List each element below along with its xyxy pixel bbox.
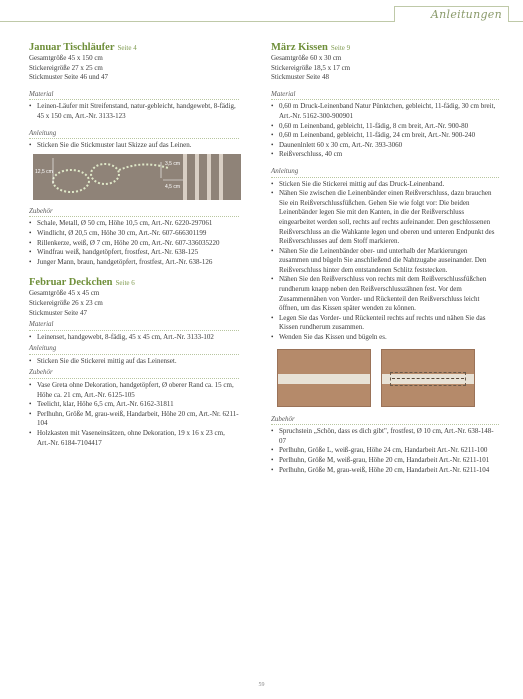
list-item: • Schale, Metall, Ø 50 cm, Höhe 10,5 cm, Art.-Nr. 6220-297061: [29, 219, 239, 229]
header-label: Anleitungen: [430, 8, 502, 21]
maerz-material-list: [271, 102, 499, 160]
divider: [29, 99, 239, 100]
januar-anleitung-heading: Anleitung: [29, 128, 57, 137]
divider: [271, 177, 499, 178]
list-item: • 0,60 m Leinenband, gebleicht, 11-fädig, 8 cm breit, Art.-Nr. 900-80: [271, 122, 499, 132]
januar-material-heading: Material: [29, 89, 54, 98]
divider: [29, 216, 239, 217]
zipper-diagram: [277, 349, 499, 407]
measure-label: 4,5 cm: [165, 183, 181, 190]
list-item: • Perlhuhn, Größe L, weiß-grau, Höhe 24 cm, Handarbeit Art.-Nr. 6211-100: [271, 446, 499, 456]
januar-line: Stickmuster Seite 46 und 47: [29, 73, 108, 82]
pillow-panel-zipper: [381, 349, 475, 407]
list-item: • Leinen-Läufer mit Streifenstand, natur-gebleicht, handgewebt, 8-fädig, 45 x 150 cm, Art.-Nr. 3133-123: [29, 102, 239, 121]
measure-label: 3,5 cm: [165, 160, 181, 167]
list-item: • Wenden Sie das Kissen und bügeln es.: [271, 333, 499, 343]
list-item: • Nähen Sie zwischen die Leinenbänder einen Reißverschluss, dazu brauchen Sie ein Reißverschlussfüßchen. Gehen Sie wie folgt vor: Die beiden Leinenbänder legen Sie mit den Kanten, in die der Reißverschluss eingearbeitet werden soll, rechts auf rechts aufeinander. Den geschlossenen Reißverschluss an die Wahkante legen und oberen und unteren Endpunkt des Reißverschlusses auf dem Stoff markieren.: [271, 189, 499, 247]
februar-material-list: [29, 333, 239, 343]
januar-line: Gesamtgröße 45 x 150 cm: [29, 54, 103, 62]
maerz-line: Stickereigröße 18,5 x 17 cm: [271, 63, 351, 72]
januar-material-list: [29, 102, 239, 121]
right-column: [271, 42, 499, 475]
maerz-line: Stickmuster Seite 48: [271, 73, 329, 82]
maerz-ref: Seite 9: [330, 44, 351, 52]
divider: [271, 424, 499, 425]
list-item: • Vase Greta ohne Dekoration, handgetöpfert, Ø oberer Rand ca. 15 cm, Höhe ca. 21 cm, Art.-Nr. 6125-105: [29, 381, 239, 400]
list-item: • 0,60 m Leinenband, gebleicht, 11-fädig, 24 cm breit, Art.-Nr. 900-240: [271, 131, 499, 141]
maerz-zubehoer-heading: Zubehör: [271, 414, 295, 423]
maerz-zubehoer-list: [271, 427, 499, 475]
list-item: • Holzkasten mit Vaseneinsätzen, ohne Dekoration, 19 x 16 x 23 cm, Art.-Nr. 6184-7104417: [29, 429, 239, 448]
list-item: • Reißverschluss, 40 cm: [271, 150, 499, 160]
divider: [29, 354, 239, 355]
februar-line: Stickmuster Seite 47: [29, 308, 87, 317]
page-number: 59: [258, 682, 265, 688]
februar-heading: [29, 277, 239, 289]
februar-line: Stickereigröße 26 x 23 cm: [29, 298, 103, 307]
divider: [271, 99, 499, 100]
maerz-anleitung-heading: Anleitung: [271, 166, 299, 175]
maerz-line: Gesamtgröße 60 x 30 cm: [271, 54, 342, 62]
divider: [29, 138, 239, 139]
wreath-drawing: [33, 154, 241, 200]
list-item: • Perlhuhn, Größe M, grau-weiß, Höhe 20 cm, Handarbeit Art.-Nr. 6211-104: [271, 466, 499, 476]
header-tab: [394, 6, 509, 22]
list-item: • Nähen Sie die Leinenbänder ober- und unterhalb der Markierungen zusammen und bügeln Sie anschließend die Nahtzugabe auseinander. Den Reißverschluss hinter dem entstandenen Schlitz feststecken.: [271, 247, 499, 276]
divider: [29, 330, 239, 331]
list-item: • Junger Mann, braun, handgetöpfert, frostfest, Art.-Nr. 638-126: [29, 258, 239, 268]
list-item: • 0,60 m Druck-Leinenband Natur Pünktchen, gebleicht, 11-fädig, 30 cm breit, Art.-Nr. 5162-300-900901: [271, 102, 499, 121]
pillow-panel-closed: [277, 349, 371, 407]
list-item: • Nähen Sie den Reißverschluss von rechts mit dem Reißverschlussfüßchen rundherum knapp neben den Reißverschlusszähnen fest. Vor dem Zusammennähen von Vorder- und Rückenteil den Reißverschluss leicht öffnen, um das Kissen später wenden zu können.: [271, 275, 499, 313]
januar-ref: Seite 4: [117, 44, 137, 52]
februar-anleitung-heading: Anleitung: [29, 344, 57, 353]
januar-anleitung-list: [29, 141, 239, 151]
list-item: • Daunenlnlett 60 x 30 cm, Art.-Nr. 393-3060: [271, 141, 499, 151]
januar-title: Januar Tischläufer: [29, 42, 115, 53]
maerz-title: März Kissen: [271, 42, 328, 53]
divider: [29, 378, 239, 379]
maerz-material-heading: Material: [271, 89, 296, 98]
list-item: • Windfrau weiß, handgetöpfert, frostfest, Art.-Nr. 638-125: [29, 248, 239, 258]
februar-zubehoer-heading: Zubehör: [29, 368, 53, 377]
runner-diagram: [33, 154, 241, 200]
februar-title: Februar Deckchen: [29, 277, 113, 289]
januar-heading: [29, 42, 239, 54]
list-item: • Windlicht, Ø 20,5 cm, Höhe 30 cm, Art.-Nr. 607-666301199: [29, 229, 239, 239]
list-item: • Spruchstein „Schön, dass es dich gibt", frostfest, Ø 10 cm, Art.-Nr. 638-148-07: [271, 427, 499, 446]
februar-ref: Seite 6: [115, 279, 135, 288]
februar-zubehoer-list: [29, 381, 239, 448]
maerz-anleitung-list: [271, 180, 499, 343]
list-item: • Sticken Sie die Stickerei mittig auf das Leinenset.: [29, 357, 239, 367]
januar-zubehoer-list: [29, 219, 239, 267]
list-item: • Perlhuhn, Größe M, grau-weiß, Handarbeit, Höhe 20 cm, Art.-Nr. 6211-104: [29, 410, 239, 429]
februar-material-heading: Material: [29, 320, 54, 329]
februar-anleitung-list: [29, 357, 239, 367]
februar-line: Gesamtgröße 45 x 45 cm: [29, 289, 100, 298]
pillow-band: [278, 374, 370, 384]
list-item: • Leinenset, handgewebt, 8-fädig, 45 x 45 cm, Art.-Nr. 3133-102: [29, 333, 239, 343]
list-item: • Legen Sie das Vorder- und Rückenteil rechts auf rechts und nähen Sie das Kissen rundherum zusammen.: [271, 314, 499, 333]
list-item: • Perlhuhn, Größe M, weiß-grau, Höhe 20 cm, Handarbeit Art.-Nr. 6211-101: [271, 456, 499, 466]
list-item: • Teelicht, klar, Höhe 6,5 cm, Art.-Nr. 6162-31811: [29, 400, 239, 410]
list-item: • Rillenkerze, weiß, Ø 7 cm, Höhe 20 cm, Art.-Nr. 607-336035220: [29, 239, 239, 249]
januar-zubehoer-heading: Zubehör: [29, 206, 53, 215]
list-item: • Sticken Sie die Stickerei mittig auf das Druck-Leinenband.: [271, 180, 499, 190]
zipper-line: [392, 378, 464, 380]
januar-line: Stickereigröße 27 x 25 cm: [29, 63, 103, 72]
left-column: [29, 42, 239, 448]
list-item: • Sticken Sie die Stickmuster laut Skizze auf das Leinen.: [29, 141, 239, 151]
maerz-heading: [271, 42, 499, 54]
measure-label: 12,5 cm: [35, 168, 53, 175]
